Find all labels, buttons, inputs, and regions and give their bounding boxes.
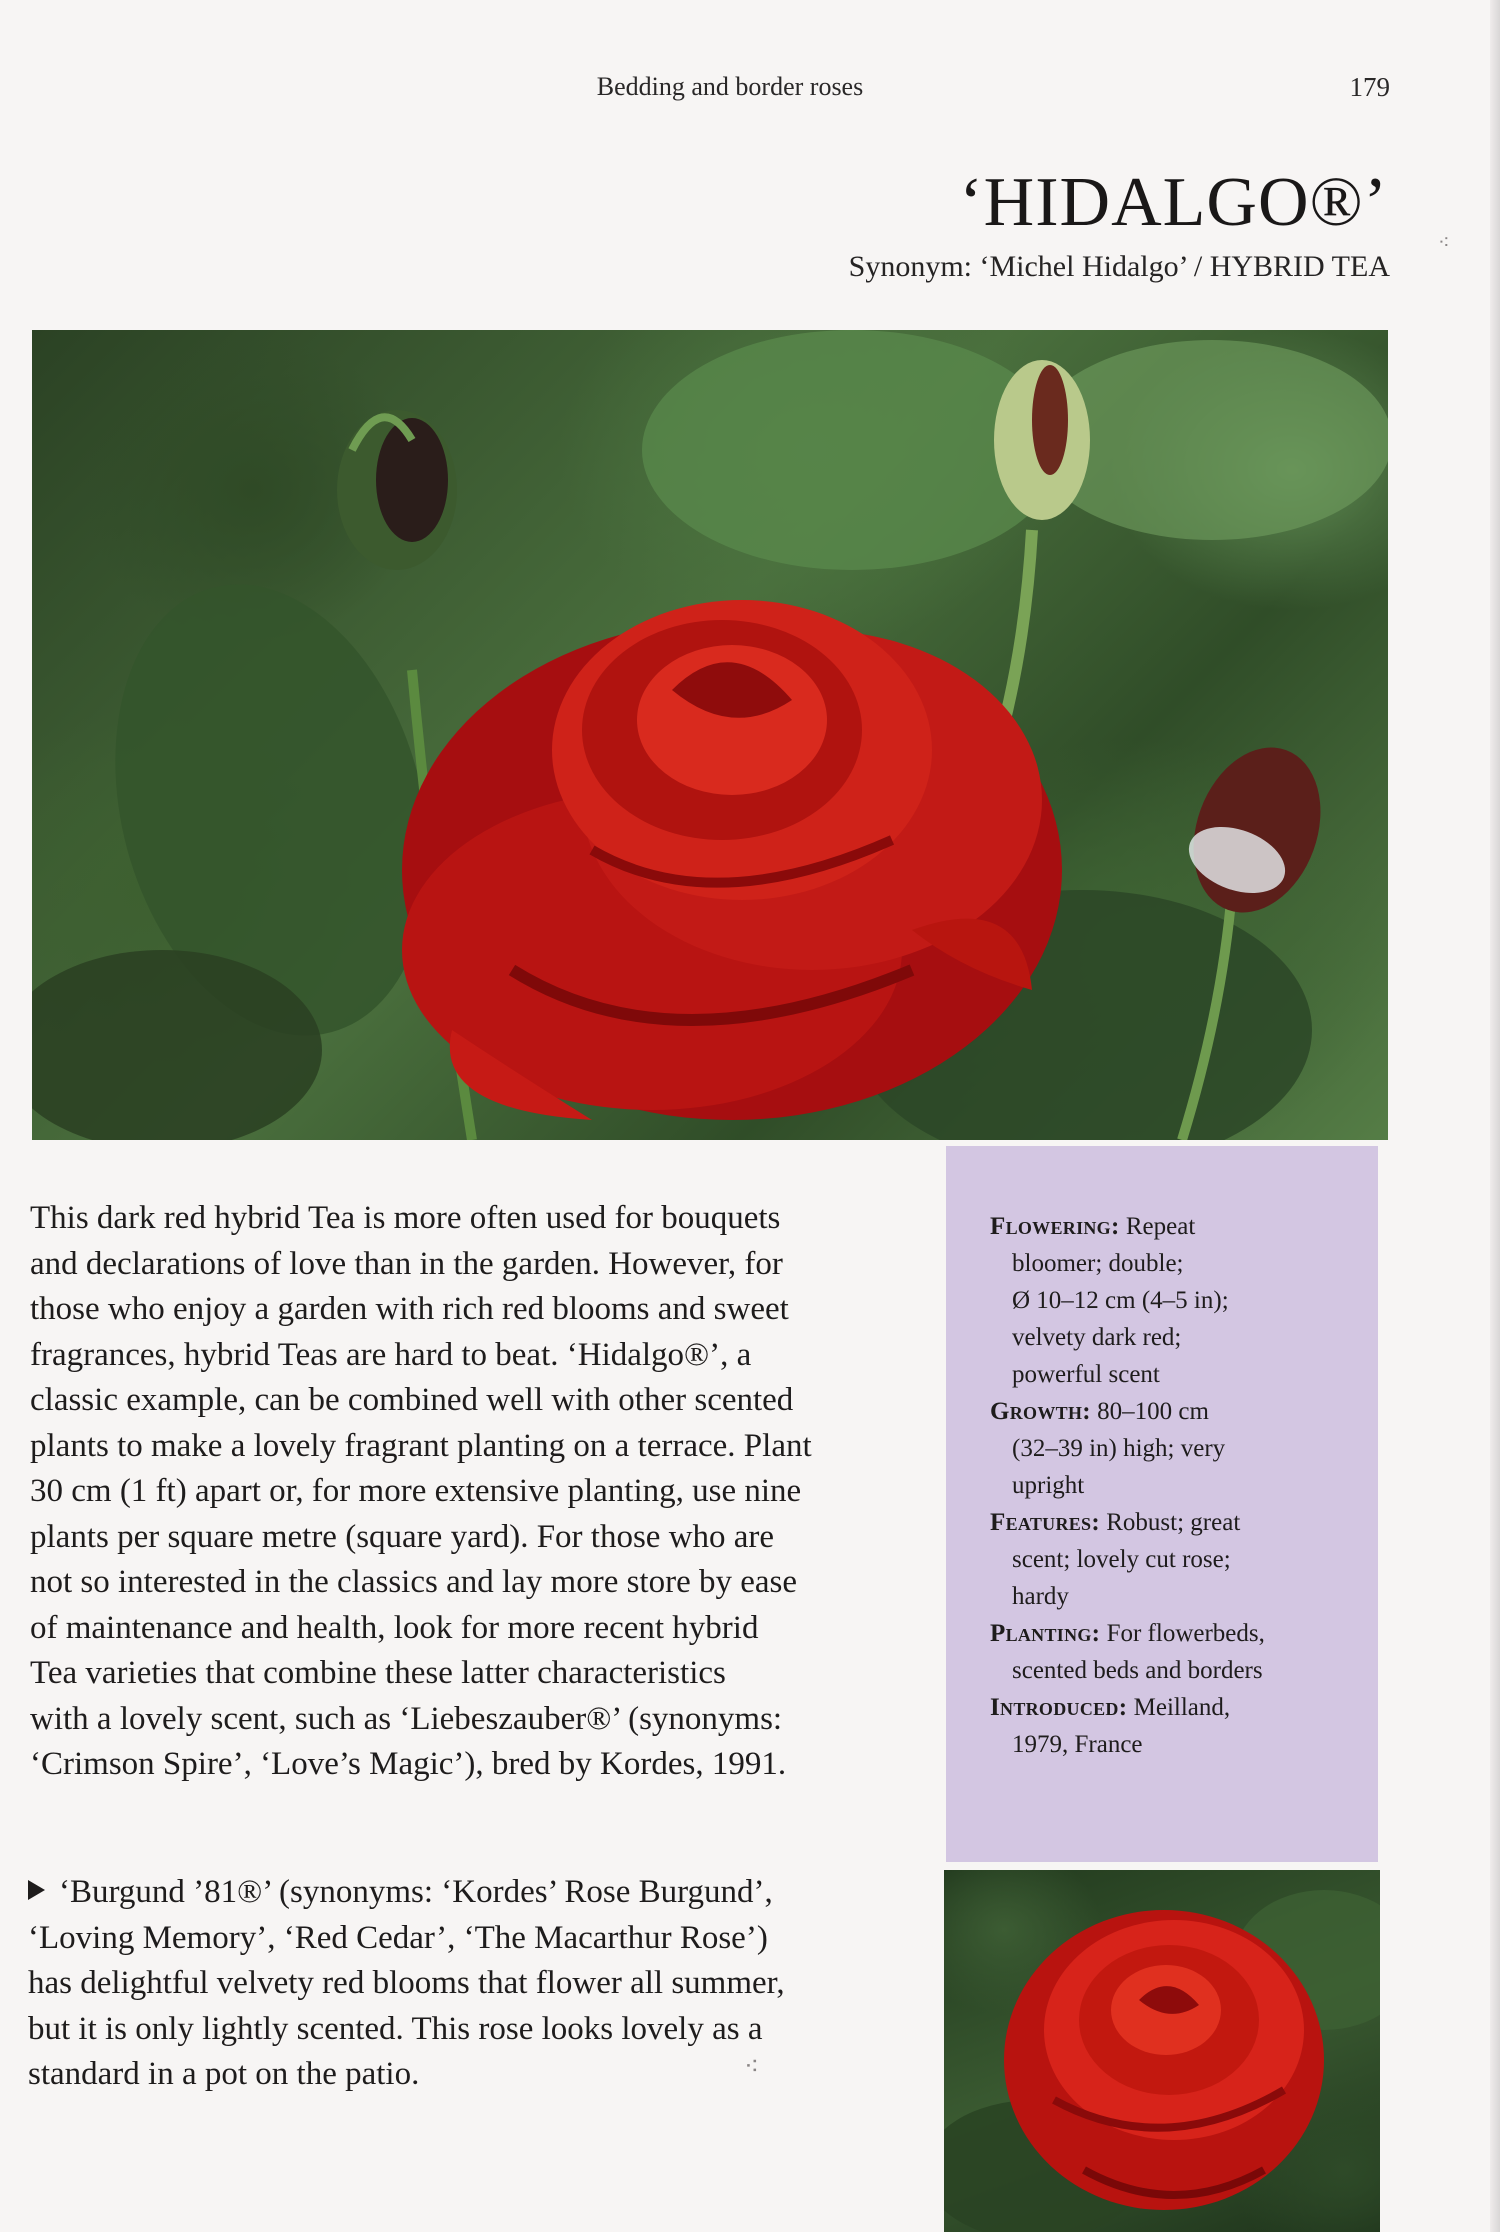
description-line: with a lovely scent, such as ‘Liebeszauber®’ (synonyms: <box>30 1700 783 1737</box>
info-value: Meilland, <box>1133 1694 1231 1721</box>
info-label: Introduced: <box>990 1694 1128 1721</box>
description-line: those who enjoy a garden with rich red blooms and sweet <box>30 1291 789 1327</box>
info-value: Robust; great <box>1106 1509 1241 1536</box>
main-rose-photo <box>32 330 1388 1140</box>
page-number: 179 <box>1349 72 1390 102</box>
info-planting <box>990 1615 1350 1689</box>
related-rose-line: but it is only lightly scented. This rose looks lovely as a <box>28 2010 763 2047</box>
info-label: Growth: <box>990 1398 1091 1425</box>
related-rose-line: ‘Loving Memory’, ‘Red Cedar’, ‘The Macarthur Rose’) <box>28 1919 768 1956</box>
synonym-line: Synonym: ‘Michel Hidalgo’ / HYBRID TEA <box>848 250 1390 283</box>
info-label: Features: <box>990 1509 1100 1536</box>
info-value: 80–100 cm <box>1097 1398 1209 1425</box>
related-rose-text <box>28 1870 908 2098</box>
description-line: and declarations of love than in the garden. However, for <box>30 1245 783 1282</box>
description-line: plants to make a lovely fragrant planting on a terrace. Plant <box>30 1427 812 1464</box>
info-value: (32–39 in) high; very <box>1012 1435 1226 1462</box>
description-line: 30 cm (1 ft) apart or, for more extensive planting, use nine <box>30 1473 802 1509</box>
related-rose-line: standard in a pot on the patio. <box>28 2056 420 2092</box>
related-rose-line <box>28 1870 908 1916</box>
info-value: Repeat <box>1125 1213 1196 1240</box>
info-features <box>990 1504 1350 1615</box>
description-line: not so interested in the classics and lay more store by ease <box>30 1564 798 1600</box>
related-rose-line-text: ‘Burgund ’81®’ (synonyms: ‘Kordes’ Rose Burgund’, <box>59 1874 773 1910</box>
info-label: Planting: <box>990 1620 1101 1647</box>
description-line: ‘Crimson Spire’, ‘Love’s Magic’), bred by Kordes, 1991. <box>30 1746 787 1782</box>
info-value: scented beds and borders <box>1012 1657 1263 1684</box>
info-value: upright <box>1012 1472 1085 1499</box>
triangle-arrow-icon <box>28 1880 45 1900</box>
info-value: velvety dark red; <box>1012 1324 1182 1351</box>
related-rose-line: has delightful velvety red blooms that flower all summer, <box>28 1965 785 2001</box>
info-growth <box>990 1393 1350 1504</box>
info-value: 1979, France <box>1012 1731 1143 1758</box>
description-line: fragrances, hybrid Teas are hard to beat. ‘Hidalgo®’, a <box>30 1336 752 1373</box>
info-introduced <box>990 1689 1350 1763</box>
description-line: Tea varieties that combine these latter characteristics <box>30 1655 726 1691</box>
info-flowering <box>990 1208 1350 1393</box>
description-line: plants per square metre (square yard). For those who are <box>30 1518 775 1555</box>
info-value: Ø 10–12 cm (4–5 in); <box>1012 1287 1229 1314</box>
info-box <box>946 1146 1378 1862</box>
running-head: Bedding and border roses <box>596 72 864 101</box>
info-value: For flowerbeds, <box>1106 1620 1265 1647</box>
description-line: This dark red hybrid Tea is more often used for bouquets <box>30 1200 781 1236</box>
description-line: of maintenance and health, look for more recent hybrid <box>30 1609 759 1646</box>
info-value: bloomer; double; <box>1012 1250 1184 1277</box>
info-value: powerful scent <box>1012 1361 1160 1388</box>
info-label: Flowering: <box>990 1213 1120 1240</box>
description-line: classic example, can be combined well with other scented <box>30 1382 794 1418</box>
page-edge <box>1490 0 1500 2232</box>
description-text <box>30 1196 910 1788</box>
info-value: scent; lovely cut rose; <box>1012 1546 1231 1573</box>
print-speck: ⁖ <box>1438 232 1450 254</box>
info-value: hardy <box>1012 1583 1069 1610</box>
second-rose-photo <box>944 1870 1380 2232</box>
print-speck: ⁖ <box>744 2052 760 2081</box>
rose-title: ‘HIDALGO®’ <box>959 164 1388 241</box>
info-list <box>990 1208 1350 1763</box>
